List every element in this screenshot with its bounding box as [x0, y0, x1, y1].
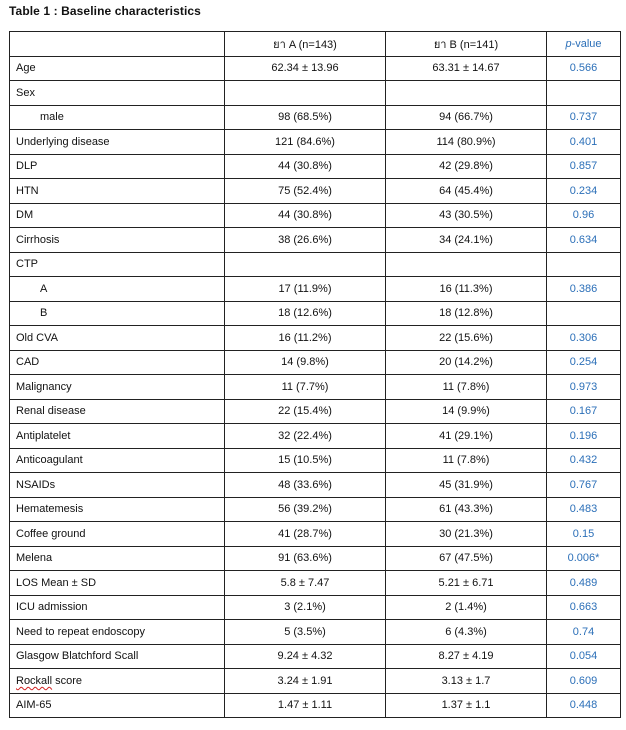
cell-group-a: 56 (39.2%)	[225, 497, 386, 522]
cell-p-value: 0.254	[547, 350, 621, 375]
cell-p-value: 0.15	[547, 522, 621, 547]
row-label: Glasgow Blatchford Scall	[10, 644, 225, 669]
cell-group-b: 18 (12.8%)	[386, 301, 547, 326]
cell-group-b: 34 (24.1%)	[386, 228, 547, 253]
cell-p-value: 0.234	[547, 179, 621, 204]
cell-group-a: 3 (2.1%)	[225, 595, 386, 620]
table-row	[10, 424, 621, 449]
cell-p-value: 0.609	[547, 669, 621, 694]
table-caption: Table 1 : Baseline characteristics	[9, 4, 201, 18]
cell-group-a: 16 (11.2%)	[225, 326, 386, 351]
table-row	[10, 350, 621, 375]
cell-p-value	[547, 301, 621, 326]
table-row	[10, 56, 621, 81]
cell-group-b: 63.31 ± 14.67	[386, 56, 547, 81]
cell-p-value: 0.306	[547, 326, 621, 351]
header-p-value	[547, 32, 621, 57]
cell-group-b: 2 (1.4%)	[386, 595, 547, 620]
table-row	[10, 522, 621, 547]
cell-group-a: 62.34 ± 13.96	[225, 56, 386, 81]
row-label: HTN	[10, 179, 225, 204]
cell-group-b: 14 (9.9%)	[386, 399, 547, 424]
header-p-rest: -value	[571, 37, 602, 50]
header-p-italic: p	[565, 37, 572, 50]
cell-group-b: 11 (7.8%)	[386, 448, 547, 473]
cell-group-b: 5.21 ± 6.71	[386, 571, 547, 596]
cell-group-b: 1.37 ± 1.1	[386, 693, 547, 718]
cell-group-b: 11 (7.8%)	[386, 375, 547, 400]
cell-group-a: 98 (68.5%)	[225, 105, 386, 130]
cell-group-b: 114 (80.9%)	[386, 130, 547, 155]
row-label: Cirrhosis	[10, 228, 225, 253]
row-label: male	[10, 105, 225, 130]
table-row	[10, 130, 621, 155]
cell-group-b: 42 (29.8%)	[386, 154, 547, 179]
cell-group-a: 3.24 ± 1.91	[225, 669, 386, 694]
baseline-characteristics-table	[9, 31, 621, 718]
cell-group-b: 67 (47.5%)	[386, 546, 547, 571]
table-row	[10, 595, 621, 620]
cell-group-a: 5 (3.5%)	[225, 620, 386, 645]
cell-group-a: 32 (22.4%)	[225, 424, 386, 449]
table-row	[10, 326, 621, 351]
table-row	[10, 399, 621, 424]
cell-group-b: 45 (31.9%)	[386, 473, 547, 498]
table-row	[10, 252, 621, 277]
cell-group-b: 43 (30.5%)	[386, 203, 547, 228]
row-label: Melena	[10, 546, 225, 571]
row-label: AIM-65	[10, 693, 225, 718]
table-row	[10, 375, 621, 400]
row-label: Need to repeat endoscopy	[10, 620, 225, 645]
row-label: NSAIDs	[10, 473, 225, 498]
cell-group-a: 41 (28.7%)	[225, 522, 386, 547]
cell-group-a: 17 (11.9%)	[225, 277, 386, 302]
table-row	[10, 203, 621, 228]
cell-p-value: 0.973	[547, 375, 621, 400]
cell-group-b: 61 (43.3%)	[386, 497, 547, 522]
row-label: CTP	[10, 252, 225, 277]
cell-p-value: 0.74	[547, 620, 621, 645]
row-label: Age	[10, 56, 225, 81]
cell-group-a	[225, 81, 386, 106]
cell-group-b	[386, 81, 547, 106]
row-label: B	[10, 301, 225, 326]
cell-p-value: 0.857	[547, 154, 621, 179]
cell-p-value	[547, 252, 621, 277]
cell-p-value: 0.737	[547, 105, 621, 130]
cell-group-a: 38 (26.6%)	[225, 228, 386, 253]
table-row	[10, 277, 621, 302]
table-row	[10, 620, 621, 645]
table-row	[10, 228, 621, 253]
cell-group-a: 9.24 ± 4.32	[225, 644, 386, 669]
cell-p-value: 0.054	[547, 644, 621, 669]
table-row	[10, 497, 621, 522]
cell-p-value: 0.634	[547, 228, 621, 253]
row-label: Coffee ground	[10, 522, 225, 547]
table-row	[10, 546, 621, 571]
cell-group-a: 14 (9.8%)	[225, 350, 386, 375]
table-row	[10, 105, 621, 130]
cell-p-value: 0.006*	[547, 546, 621, 571]
cell-p-value: 0.483	[547, 497, 621, 522]
cell-group-b: 41 (29.1%)	[386, 424, 547, 449]
table-row	[10, 571, 621, 596]
row-label: Old CVA	[10, 326, 225, 351]
table-row	[10, 644, 621, 669]
table-row	[10, 448, 621, 473]
cell-group-a: 121 (84.6%)	[225, 130, 386, 155]
row-label: Anticoagulant	[10, 448, 225, 473]
row-label: Antiplatelet	[10, 424, 225, 449]
cell-group-b: 8.27 ± 4.19	[386, 644, 547, 669]
header-label-cell	[10, 32, 225, 57]
row-label: Sex	[10, 81, 225, 106]
cell-group-b: 94 (66.7%)	[386, 105, 547, 130]
cell-p-value: 0.432	[547, 448, 621, 473]
table-row	[10, 154, 621, 179]
table-row	[10, 693, 621, 718]
cell-group-a: 48 (33.6%)	[225, 473, 386, 498]
header-group-a: ยา A (n=143)	[225, 32, 386, 57]
row-label: Hematemesis	[10, 497, 225, 522]
table-row	[10, 473, 621, 498]
row-label-rockall: Rockall score	[10, 669, 225, 694]
cell-p-value: 0.386	[547, 277, 621, 302]
cell-group-a: 18 (12.6%)	[225, 301, 386, 326]
cell-p-value: 0.167	[547, 399, 621, 424]
cell-group-b: 16 (11.3%)	[386, 277, 547, 302]
cell-group-a: 5.8 ± 7.47	[225, 571, 386, 596]
table-row	[10, 179, 621, 204]
cell-group-a: 44 (30.8%)	[225, 203, 386, 228]
row-label: Renal disease	[10, 399, 225, 424]
cell-group-a: 15 (10.5%)	[225, 448, 386, 473]
cell-group-a: 75 (52.4%)	[225, 179, 386, 204]
row-label: ICU admission	[10, 595, 225, 620]
spellcheck-underlined-word: Rockall	[16, 674, 53, 687]
cell-p-value: 0.566	[547, 56, 621, 81]
row-label: CAD	[10, 350, 225, 375]
cell-group-a	[225, 252, 386, 277]
header-group-b: ยา B (n=141)	[386, 32, 547, 57]
table-header-row	[10, 32, 621, 57]
row-label: LOS Mean ± SD	[10, 571, 225, 596]
cell-group-a: 91 (63.6%)	[225, 546, 386, 571]
cell-group-a: 11 (7.7%)	[225, 375, 386, 400]
row-label: Malignancy	[10, 375, 225, 400]
cell-p-value: 0.663	[547, 595, 621, 620]
cell-group-a: 22 (15.4%)	[225, 399, 386, 424]
table-row	[10, 81, 621, 106]
row-label: DM	[10, 203, 225, 228]
cell-p-value: 0.96	[547, 203, 621, 228]
cell-group-b: 20 (14.2%)	[386, 350, 547, 375]
row-label: A	[10, 277, 225, 302]
cell-p-value: 0.767	[547, 473, 621, 498]
cell-group-a: 1.47 ± 1.11	[225, 693, 386, 718]
table-row	[10, 669, 621, 694]
cell-p-value	[547, 81, 621, 106]
row-label: Underlying disease	[10, 130, 225, 155]
cell-group-b: 22 (15.6%)	[386, 326, 547, 351]
cell-group-a: 44 (30.8%)	[225, 154, 386, 179]
cell-p-value: 0.401	[547, 130, 621, 155]
cell-p-value: 0.448	[547, 693, 621, 718]
cell-p-value: 0.489	[547, 571, 621, 596]
cell-group-b: 30 (21.3%)	[386, 522, 547, 547]
cell-p-value: 0.196	[547, 424, 621, 449]
cell-group-b: 64 (45.4%)	[386, 179, 547, 204]
row-label: DLP	[10, 154, 225, 179]
cell-group-b: 6 (4.3%)	[386, 620, 547, 645]
cell-group-b	[386, 252, 547, 277]
cell-group-b: 3.13 ± 1.7	[386, 669, 547, 694]
table-row	[10, 301, 621, 326]
